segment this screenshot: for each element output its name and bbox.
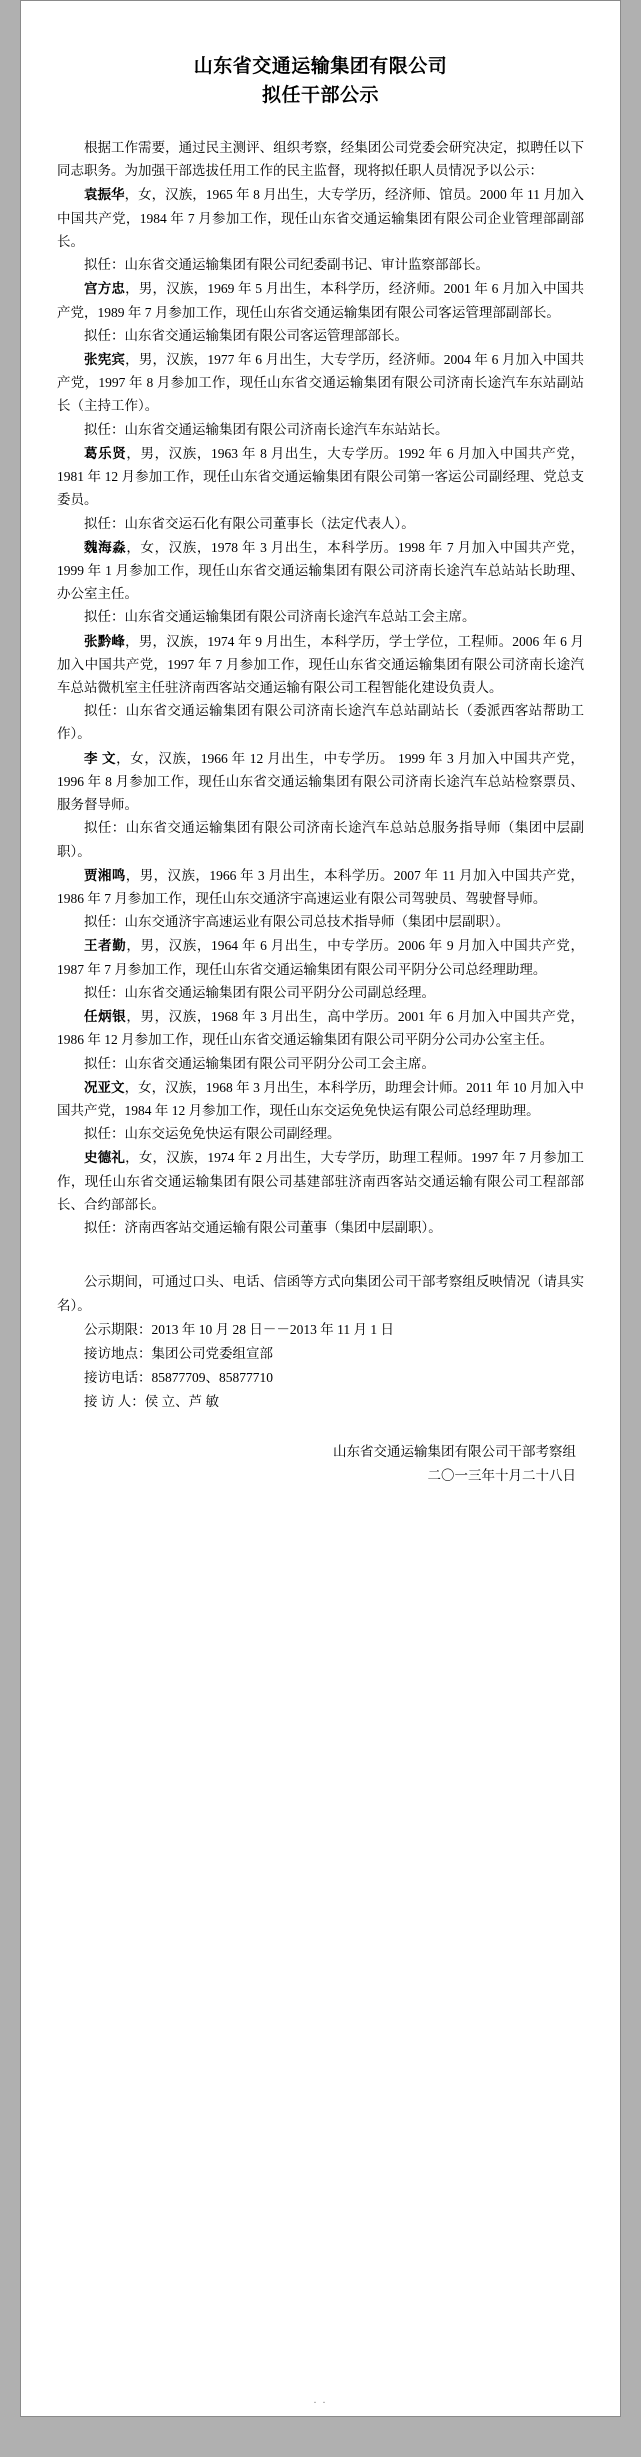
candidate-bio-text: ，女，汉族，1966 年 12 月出生，中专学历。 1999 年 3 月加入中国共产党，1996 年 8 月参加工作，现任山东省交通运输集团有限公司济南长途汽车总站检察票员、服务督导师。 (57, 750, 585, 813)
candidate-name: 贾湘鸣 (84, 867, 126, 883)
candidate-name: 宫方忠 (84, 281, 126, 297)
candidate-bio-text: ，男，汉族，1964 年 6 月出生，中专学历。2006 年 9 月加入中国共产党，1987 年 7 月参加工作，现任山东省交通运输集团有限公司平阴分公司总经理助理。 (57, 938, 585, 977)
candidate-proposal: 拟任：山东省交通运输集团有限公司济南长途汽车总站副站长（委派西客站帮助工作）。 (57, 703, 584, 742)
candidate-proposal: 拟任：山东省交通运输集团有限公司平阴分公司工会主席。 (84, 1055, 435, 1071)
candidate-proposal: 拟任：山东省交通运输集团有限公司济南长途汽车总站总服务指导师（集团中层副职）。 (57, 820, 584, 859)
candidate-bio-text: ，女，汉族，1965 年 8 月出生，大专学历，经济师、馆员。2000 年 11 月加入中国共产党，1984 年 7 月参加工作，现任山东省交通运输集团有限公司企业管理部副部长。 (57, 187, 585, 249)
intro-paragraph: 根据工作需要，通过民主测评、组织考察，经集团公司党委会研究决定，拟聘任以下同志职务。为加强干部选拔任用工作的民主监督，现将拟任职人员情况予以公示： (57, 140, 584, 179)
page-title (57, 53, 584, 110)
candidate-proposal: 拟任：山东交运免免快运有限公司副经理。 (84, 1126, 341, 1142)
candidate-name: 李 文 (84, 750, 117, 766)
candidate-proposal: 拟任：山东交通济宇高速运业有限公司总技术指导师（集团中层副职）。 (84, 914, 510, 930)
candidate-name: 王者勤 (84, 938, 127, 954)
candidate-name: 史德礼 (84, 1150, 126, 1166)
candidate-bio-text: ，男，汉族，1963 年 8 月出生，大专学历。1992 年 6 月加入中国共产党，1981 年 12 月参加工作，现任山东省交通运输集团有限公司第一客运公司副经理、党总支委员。 (57, 445, 585, 508)
candidate-proposal: 拟任：山东省交通运输集团有限公司客运管理部部长。 (84, 327, 408, 343)
candidate-proposal: 拟任：济南西客站交通运输有限公司董事（集团中层副职）。 (84, 1220, 442, 1236)
candidate-bio (57, 1076, 584, 1122)
candidate-bio-text: ，男，汉族，1968 年 3 月出生，高中学历。2001 年 6 月加入中国共产党，1986 年 12 月参加工作，现任山东省交通运输集团有限公司平阴分公司办公室主任。 (57, 1009, 585, 1048)
candidate-bio (57, 1146, 584, 1216)
notice-paragraph: 公示期间，可通过口头、电话、信函等方式向集团公司干部考察组反映情况（请具实名）。 (57, 1274, 584, 1313)
signature-block (57, 1440, 584, 1489)
notice-contacts: 接 访 人：侯 立、芦 敏 (84, 1394, 219, 1410)
candidate-bio-text: ，女，汉族，1968 年 3 月出生，本科学历，助理会计师。2011 年 10 月加入中国共产党，1984 年 12 月参加工作，现任山东交运免免快运有限公司总经理助理。 (57, 1079, 585, 1118)
candidate-bio (57, 536, 584, 606)
candidate-proposal: 拟任：山东省交通运输集团有限公司济南长途汽车总站工会主席。 (84, 609, 476, 625)
candidate-bio (57, 1005, 584, 1051)
candidate-bio (57, 277, 584, 323)
title-line-2: 拟任干部公示 (261, 84, 379, 106)
section-divider (57, 1240, 584, 1254)
candidate-bio (57, 864, 584, 910)
candidate-name: 魏海淼 (84, 539, 127, 555)
candidate-name: 况亚文 (84, 1079, 125, 1095)
candidate-bio-text: ，男，汉族，1974 年 9 月出生，本科学历，学士学位，工程师。2006 年 6 月加入中国共产党，1997 年 7 月参加工作，现任山东省交通运输集团有限公司济南长途汽车总站微机室主任驻济南西客站交通运输有限公司工程智能化建设负责人。 (57, 633, 585, 696)
candidate-bio-text: ，女，汉族，1974 年 2 月出生，大专学历，助理工程师。1997 年 7 月参加工作，现任山东省交通运输集团有限公司基建部驻济南西客站交通运输有限公司工程部部长、合约部部长。 (57, 1150, 585, 1212)
candidate-bio (57, 442, 584, 512)
candidate-name: 张黔峰 (84, 633, 126, 649)
candidate-bio-text: ，男，汉族，1969 年 5 月出生，本科学历，经济师。2001 年 6 月加入中国共产党，1989 年 7 月参加工作，现任山东省交通运输集团有限公司客运管理部副部长。 (57, 281, 585, 320)
candidate-bio-text: ，男，汉族，1977 年 6 月出生，大专学历，经济师。2004 年 6 月加入中国共产党，1997 年 8 月参加工作，现任山东省交通运输集团有限公司济南长途汽车东站副站长（主持工作）。 (57, 351, 585, 414)
footer-marks: . . (313, 2395, 328, 2406)
candidate-bio (57, 348, 584, 418)
candidate-proposal: 拟任：山东省交运石化有限公司董事长（法定代表人）。 (84, 515, 415, 531)
candidate-name: 袁振华 (84, 187, 125, 203)
candidate-bio-text: ，男，汉族，1966 年 3 月出生，本科学历。2007 年 11 月加入中国共产党，1986 年 7 月参加工作，现任山东交通济宇高速运业有限公司驾驶员、驾驶督导师。 (57, 867, 585, 906)
candidate-bio (57, 747, 584, 817)
document-page (20, 0, 621, 2417)
candidate-bio-text: ，女，汉族，1978 年 3 月出生，本科学历。1998 年 7 月加入中国共产党，1999 年 1 月参加工作，现任山东省交通运输集团有限公司济南长途汽车总站站长助理、办公室主任。 (57, 539, 585, 602)
candidate-proposal: 拟任：山东省交通运输集团有限公司纪委副书记、审计监察部部长。 (84, 257, 489, 273)
candidate-bio (57, 183, 584, 253)
candidate-name: 张宪宾 (84, 351, 126, 367)
candidate-proposal: 拟任：山东省交通运输集团有限公司济南长途汽车东站站长。 (84, 421, 449, 437)
notice-location: 接访地点：集团公司党委组宣部 (84, 1345, 273, 1361)
signature-date: 二〇一三年十月二十八日 (427, 1467, 576, 1483)
candidate-bio (57, 630, 584, 700)
signature-org: 山东省交通运输集团有限公司干部考察组 (333, 1443, 576, 1459)
title-line-1: 山东省交通运输集团有限公司 (193, 56, 448, 77)
notice-phone: 接访电话：85877709、85877710 (84, 1370, 273, 1386)
candidate-proposal: 拟任：山东省交通运输集团有限公司平阴分公司副总经理。 (84, 984, 435, 1000)
candidate-bio (57, 934, 584, 980)
notice-period: 公示期限：2013 年 10 月 28 日－－2013 年 11 月 1 日 (84, 1321, 394, 1337)
candidate-name: 葛乐贤 (84, 445, 127, 461)
candidate-name: 任炳银 (84, 1009, 127, 1025)
